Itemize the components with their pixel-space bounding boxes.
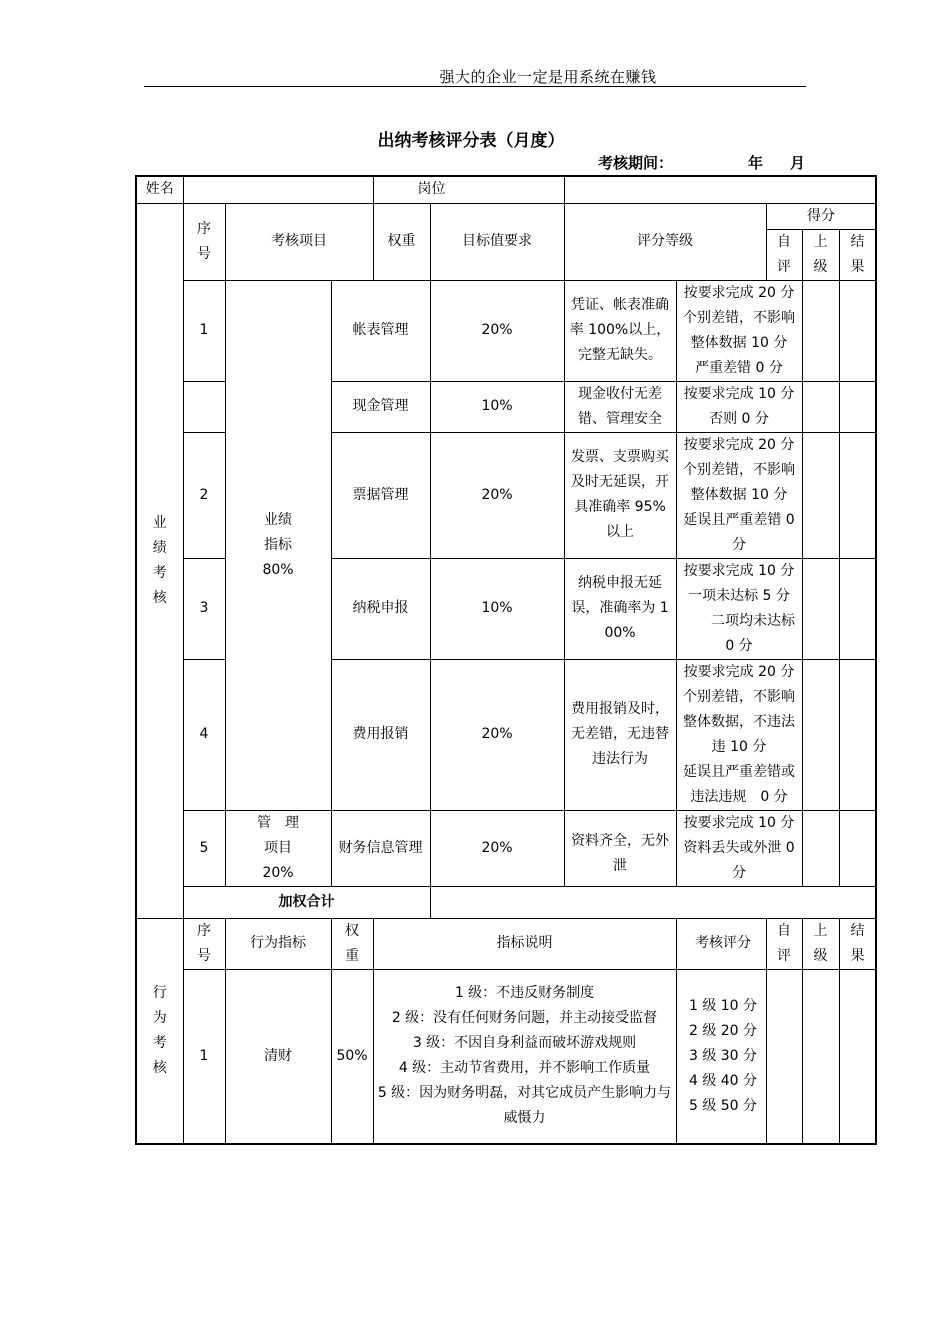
score-self-cell[interactable] (802, 280, 839, 381)
row-weight: 20% (430, 659, 564, 810)
row-grading: 按要求完成 20 分 个别差错，不影响整体数据 10 分 严重差错 0 分 (676, 280, 802, 381)
weighted-total-label: 加权合计 (183, 886, 430, 918)
row-grading: 按要求完成 10 分 否则 0 分 (676, 381, 802, 432)
header-grading: 评分等级 (564, 203, 766, 280)
behavior-header-row (136, 918, 876, 969)
row-grading: 按要求完成 10 分 资料丢失或外泄 0 分 (676, 810, 802, 886)
post-field[interactable] (564, 176, 876, 203)
header-weight: 权重 (373, 203, 430, 280)
header-self: 自 评 (766, 918, 802, 969)
performance-header-row (136, 203, 876, 229)
score-superior-cell[interactable] (802, 969, 839, 1144)
header-seq: 序 号 (183, 918, 225, 969)
header-self: 自 评 (766, 229, 802, 280)
row-target: 费用报销及时，无差错，无违替违法行为 (564, 659, 676, 810)
row-item: 帐表管理 (331, 280, 430, 381)
row-seq: 3 (183, 558, 225, 659)
row-item: 费用报销 (331, 659, 430, 810)
row-target: 发票、支票购买及时无延误，开具准确率 95%以上 (564, 432, 676, 558)
row-seq: 5 (183, 810, 225, 886)
header-rating: 考核评分 (676, 918, 766, 969)
score-superior-cell[interactable] (839, 432, 876, 558)
score-superior-cell[interactable] (839, 810, 876, 886)
row-description: 1 级：不违反财务制度 2 级：没有任何财务问题，并主动接受监督 3 级：不因自身利益而破坏游戏规则 4 级：主动节省费用，并不影响工作质量 5 级：因为财务明磊，对其它成员产生影响力与威慑力 (373, 969, 676, 1144)
row-seq: 1 (183, 969, 225, 1144)
score-self-cell[interactable] (766, 969, 802, 1144)
score-superior-cell[interactable] (839, 558, 876, 659)
behavior-section-label: 行 为 考 核 (136, 918, 183, 1144)
performance-section-label: 业 绩 考 核 (136, 203, 183, 918)
header-score: 得分 (766, 203, 876, 229)
row-target: 现金收付无差错、管理安全 (564, 381, 676, 432)
score-self-cell[interactable] (802, 558, 839, 659)
header-superior: 上 级 (802, 918, 839, 969)
row-seq: 2 (183, 432, 225, 558)
header-slogan: 强大的企业一定是用系统在赚钱 (439, 68, 657, 86)
row-weight: 20% (430, 280, 564, 381)
row-item: 纳税申报 (331, 558, 430, 659)
header-result: 结 果 (839, 918, 876, 969)
row-rating: 1 级 10 分 2 级 20 分 3 级 30 分 4 级 40 分 5 级 50 分 (676, 969, 766, 1144)
header-item: 考核项目 (225, 203, 373, 280)
category-kpi: 业绩 指标 80% (225, 280, 331, 810)
page-title: 出纳考核评分表（月度） (377, 131, 565, 151)
row-target: 资料齐全，无外泄 (564, 810, 676, 886)
assessment-table (135, 175, 877, 1145)
row-grading: 按要求完成 10 分 一项未达标 5 分 二项均未达标 0 分 (676, 558, 802, 659)
score-superior-cell[interactable] (839, 280, 876, 381)
row-seq: 1 (183, 280, 225, 381)
header-indicator: 行为指标 (225, 918, 331, 969)
score-superior-cell[interactable] (839, 381, 876, 432)
score-superior-cell[interactable] (839, 659, 876, 810)
row-target: 凭证、帐表准确率 100%以上，完整无缺失。 (564, 280, 676, 381)
table-row (136, 280, 876, 381)
header-superior: 上 级 (802, 229, 839, 280)
row-grading: 按要求完成 20 分 个别差错，不影响整体数据，不违法违 10 分 延误且严重差错或违法违规 0 分 (676, 659, 802, 810)
weighted-total-row (136, 886, 876, 918)
row-weight: 50% (331, 969, 373, 1144)
score-self-cell[interactable] (802, 659, 839, 810)
row-item: 财务信息管理 (331, 810, 430, 886)
row-weight: 20% (430, 810, 564, 886)
score-self-cell[interactable] (802, 381, 839, 432)
info-row (136, 176, 876, 203)
weighted-total-value[interactable] (430, 886, 876, 918)
row-item: 现金管理 (331, 381, 430, 432)
name-label: 姓名 (136, 176, 183, 203)
row-seq: 4 (183, 659, 225, 810)
table-row (136, 810, 876, 886)
header-result: 结 果 (839, 229, 876, 280)
score-result-cell[interactable] (839, 969, 876, 1144)
header-description: 指标说明 (373, 918, 676, 969)
table-row (136, 969, 876, 1144)
header-target: 目标值要求 (430, 203, 564, 280)
row-item: 票据管理 (331, 432, 430, 558)
post-label: 岗位 (373, 176, 564, 203)
score-self-cell[interactable] (802, 810, 839, 886)
row-weight: 10% (430, 558, 564, 659)
row-indicator: 清财 (225, 969, 331, 1144)
category-mgmt: 管 理 项目 20% (225, 810, 331, 886)
row-weight: 20% (430, 432, 564, 558)
header-seq: 序 号 (183, 203, 225, 280)
row-seq (183, 381, 225, 432)
name-field[interactable] (183, 176, 373, 203)
period-year-label: 年 (748, 154, 764, 172)
score-self-cell[interactable] (802, 432, 839, 558)
header-weight: 权 重 (331, 918, 373, 969)
header-divider (144, 86, 806, 87)
period-month-label: 月 (790, 154, 806, 172)
period-label: 考核期间： (598, 154, 674, 172)
row-target: 纳税申报无延误，准确率为 100% (564, 558, 676, 659)
row-weight: 10% (430, 381, 564, 432)
row-grading: 按要求完成 20 分 个别差错，不影响整体数据 10 分 延误且严重差错 0 分 (676, 432, 802, 558)
